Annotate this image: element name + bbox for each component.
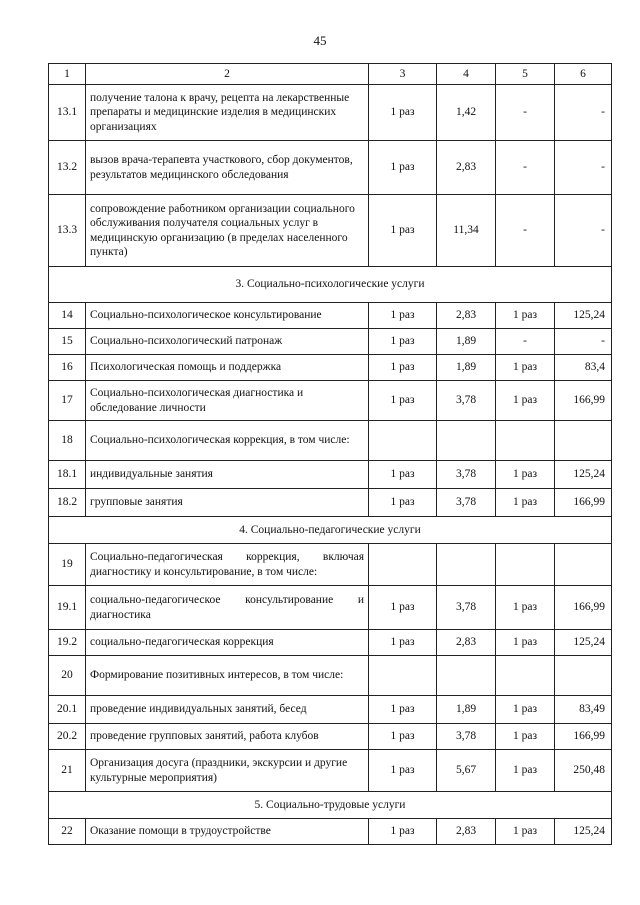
service-name: Психологическая помощь и поддержка xyxy=(86,355,369,381)
volume-cell: 1 раз xyxy=(496,303,555,329)
header-cell: 1 xyxy=(49,64,86,85)
frequency-cell: 1 раз xyxy=(369,586,437,630)
frequency-cell: 1 раз xyxy=(369,819,437,845)
service-name: Социально-психологическая коррекция, в том числе: xyxy=(86,421,369,461)
frequency-cell: 1 раз xyxy=(369,85,437,141)
tariff-cell xyxy=(555,421,612,461)
volume-cell: - xyxy=(496,329,555,355)
tariff-cell: 166,99 xyxy=(555,381,612,421)
frequency-cell: 1 раз xyxy=(369,329,437,355)
frequency-cell: 1 раз xyxy=(369,750,437,792)
table-row xyxy=(49,303,612,329)
table-row xyxy=(49,195,612,267)
table-row xyxy=(49,141,612,195)
volume-cell: 1 раз xyxy=(496,381,555,421)
row-number: 20 xyxy=(49,656,86,696)
frequency-cell: 1 раз xyxy=(369,489,437,517)
row-number: 22 xyxy=(49,819,86,845)
tariff-cell: 83,4 xyxy=(555,355,612,381)
volume-cell: - xyxy=(496,195,555,267)
frequency-cell xyxy=(369,421,437,461)
row-number: 15 xyxy=(49,329,86,355)
tariff-cell: 166,99 xyxy=(555,724,612,750)
time-norm-cell: 2,83 xyxy=(437,141,496,195)
time-norm-cell: 2,83 xyxy=(437,630,496,656)
service-name: Оказание помощи в трудоустройстве xyxy=(86,819,369,845)
tariff-cell: 125,24 xyxy=(555,461,612,489)
table-row xyxy=(49,586,612,630)
section-title: 4. Социально-педагогические услуги xyxy=(49,517,612,544)
row-number: 18.2 xyxy=(49,489,86,517)
row-number: 20.2 xyxy=(49,724,86,750)
table-row xyxy=(49,329,612,355)
tariff-cell: - xyxy=(555,141,612,195)
table-row xyxy=(49,750,612,792)
table-row xyxy=(49,85,612,141)
service-name: сопровождение работником организации социального обслуживания получателя социальных услуг в медицинскую организацию (в пределах населенного пункта) xyxy=(86,195,369,267)
services-table xyxy=(48,63,612,845)
header-cell: 3 xyxy=(369,64,437,85)
volume-cell: 1 раз xyxy=(496,819,555,845)
header-cell: 5 xyxy=(496,64,555,85)
tariff-cell xyxy=(555,544,612,586)
frequency-cell xyxy=(369,544,437,586)
table-row xyxy=(49,724,612,750)
table-row xyxy=(49,544,612,586)
volume-cell: 1 раз xyxy=(496,586,555,630)
table-row xyxy=(49,696,612,724)
table-row xyxy=(49,819,612,845)
header-cell: 6 xyxy=(555,64,612,85)
service-name: Формирование позитивных интересов, в том числе: xyxy=(86,656,369,696)
row-number: 14 xyxy=(49,303,86,329)
section-row xyxy=(49,517,612,544)
time-norm-cell: 11,34 xyxy=(437,195,496,267)
row-number: 13.2 xyxy=(49,141,86,195)
table-row xyxy=(49,355,612,381)
table-row xyxy=(49,656,612,696)
time-norm-cell: 3,78 xyxy=(437,489,496,517)
table-row xyxy=(49,381,612,421)
service-name: проведение групповых занятий, работа клубов xyxy=(86,724,369,750)
service-name: Социально-психологическое консультирование xyxy=(86,303,369,329)
volume-cell: 1 раз xyxy=(496,696,555,724)
row-number: 13.1 xyxy=(49,85,86,141)
volume-cell: 1 раз xyxy=(496,724,555,750)
table-row xyxy=(49,630,612,656)
volume-cell: 1 раз xyxy=(496,461,555,489)
section-row xyxy=(49,267,612,303)
row-number: 16 xyxy=(49,355,86,381)
volume-cell: 1 раз xyxy=(496,750,555,792)
frequency-cell xyxy=(369,656,437,696)
frequency-cell: 1 раз xyxy=(369,461,437,489)
service-name: вызов врача-терапевта участкового, сбор документов, результатов медицинского обследования xyxy=(86,141,369,195)
time-norm-cell: 3,78 xyxy=(437,381,496,421)
tariff-cell: - xyxy=(555,85,612,141)
time-norm-cell xyxy=(437,544,496,586)
table-row xyxy=(49,489,612,517)
time-norm-cell xyxy=(437,421,496,461)
time-norm-cell: 3,78 xyxy=(437,724,496,750)
volume-cell: - xyxy=(496,85,555,141)
time-norm-cell: 1,42 xyxy=(437,85,496,141)
row-number: 20.1 xyxy=(49,696,86,724)
service-name: индивидуальные занятия xyxy=(86,461,369,489)
frequency-cell: 1 раз xyxy=(369,303,437,329)
time-norm-cell: 1,89 xyxy=(437,696,496,724)
time-norm-cell: 2,83 xyxy=(437,819,496,845)
volume-cell: - xyxy=(496,141,555,195)
service-name: Организация досуга (праздники, экскурсии и другие культурные мероприятия) xyxy=(86,750,369,792)
section-title: 3. Социально-психологические услуги xyxy=(49,267,612,303)
tariff-cell: 166,99 xyxy=(555,489,612,517)
row-number: 19 xyxy=(49,544,86,586)
time-norm-cell: 3,78 xyxy=(437,461,496,489)
section-title: 5. Социально-трудовые услуги xyxy=(49,792,612,819)
frequency-cell: 1 раз xyxy=(369,630,437,656)
row-number: 18.1 xyxy=(49,461,86,489)
header-cell: 4 xyxy=(437,64,496,85)
volume-cell: 1 раз xyxy=(496,489,555,517)
time-norm-cell: 1,89 xyxy=(437,329,496,355)
table-row xyxy=(49,461,612,489)
tariff-cell: 125,24 xyxy=(555,630,612,656)
volume-cell: 1 раз xyxy=(496,630,555,656)
tariff-cell xyxy=(555,656,612,696)
service-name: Социально-психологическая диагностика и обследование личности xyxy=(86,381,369,421)
frequency-cell: 1 раз xyxy=(369,696,437,724)
time-norm-cell: 5,67 xyxy=(437,750,496,792)
page-number: 45 xyxy=(313,33,327,48)
frequency-cell: 1 раз xyxy=(369,355,437,381)
service-name: проведение индивидуальных занятий, бесед xyxy=(86,696,369,724)
tariff-cell: 83,49 xyxy=(555,696,612,724)
frequency-cell: 1 раз xyxy=(369,381,437,421)
service-name: получение талона к врачу, рецепта на лекарственные препараты и медицинские изделия в медицинских организациях xyxy=(86,85,369,141)
volume-cell xyxy=(496,656,555,696)
tariff-cell: 125,24 xyxy=(555,819,612,845)
tariff-cell: - xyxy=(555,195,612,267)
frequency-cell: 1 раз xyxy=(369,195,437,267)
time-norm-cell: 1,89 xyxy=(437,355,496,381)
table-row xyxy=(49,421,612,461)
header-row xyxy=(49,64,612,85)
volume-cell: 1 раз xyxy=(496,355,555,381)
row-number: 18 xyxy=(49,421,86,461)
service-name: социально-педагогическая коррекция xyxy=(86,630,369,656)
row-number: 17 xyxy=(49,381,86,421)
section-row xyxy=(49,792,612,819)
tariff-cell: 125,24 xyxy=(555,303,612,329)
table-body xyxy=(49,85,612,845)
service-name: Социально-педагогическая коррекция, включая диагностику и консультирование, в том числе: xyxy=(86,544,369,586)
volume-cell xyxy=(496,421,555,461)
time-norm-cell: 2,83 xyxy=(437,303,496,329)
service-name: Социально-психологический патронаж xyxy=(86,329,369,355)
tariff-cell: - xyxy=(555,329,612,355)
time-norm-cell: 3,78 xyxy=(437,586,496,630)
frequency-cell: 1 раз xyxy=(369,724,437,750)
service-name: социально-педагогическое консультирование и диагностика xyxy=(86,586,369,630)
row-number: 19.1 xyxy=(49,586,86,630)
frequency-cell: 1 раз xyxy=(369,141,437,195)
time-norm-cell xyxy=(437,656,496,696)
tariff-cell: 250,48 xyxy=(555,750,612,792)
volume-cell xyxy=(496,544,555,586)
row-number: 21 xyxy=(49,750,86,792)
row-number: 13.3 xyxy=(49,195,86,267)
tariff-cell: 166,99 xyxy=(555,586,612,630)
header-cell: 2 xyxy=(86,64,369,85)
service-name: групповые занятия xyxy=(86,489,369,517)
row-number: 19.2 xyxy=(49,630,86,656)
